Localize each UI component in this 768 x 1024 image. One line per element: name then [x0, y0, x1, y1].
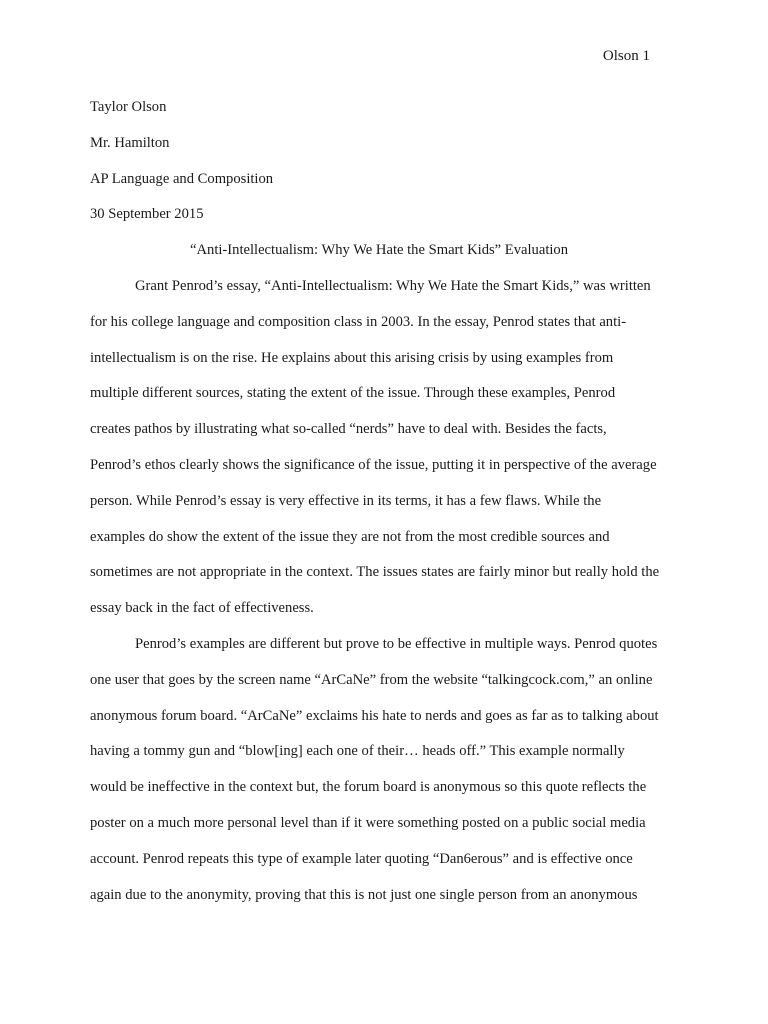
paragraph-line: sometimes are not appropriate in the context. The issues states are fairly minor but really hold the: [90, 564, 660, 581]
paragraph-line: Penrod’s ethos clearly shows the significance of the issue, putting it in perspective of the average: [90, 456, 657, 473]
essay-body: [90, 90, 680, 913]
paragraph-2: [90, 627, 680, 913]
paragraph-line: examples do show the extent of the issue they are not from the most credible sources and: [90, 528, 610, 545]
paragraph-line: poster on a much more personal level than if it were something posted on a public social media: [90, 814, 646, 831]
paragraph-line: essay back in the fact of effectiveness.: [90, 600, 314, 617]
course-name: AP Language and Composition: [90, 170, 274, 187]
teacher-name: Mr. Hamilton: [90, 134, 170, 151]
paragraph-line: for his college language and composition class in 2003. In the essay, Penrod states that anti-: [90, 313, 627, 330]
paragraph-line: account. Penrod repeats this type of example later quoting “Dan6erous” and is effective once: [90, 850, 633, 867]
paragraph-line: Grant Penrod’s essay, “Anti-Intellectualism: Why We Hate the Smart Kids,” was written: [135, 277, 651, 294]
paragraph-line: would be ineffective in the context but, the forum board is anonymous so this quote reflects the: [90, 779, 647, 796]
paragraph-line: Penrod’s examples are different but prove to be effective in multiple ways. Penrod quotes: [135, 635, 658, 652]
paragraph-line: intellectualism is on the rise. He explains about this arising crisis by using examples from: [90, 349, 614, 366]
student-name: Taylor Olson: [90, 99, 167, 115]
page-header: Olson 1: [602, 48, 650, 64]
paragraph-line: having a tommy gun and “blow[ing] each one of their… heads off.” This example normally: [90, 743, 625, 760]
paragraph-1: [90, 269, 680, 627]
essay-date: 30 September 2015: [90, 206, 204, 223]
paragraph-line: person. While Penrod’s essay is very effective in its terms, it has a few flaws. While the: [90, 492, 602, 509]
paragraph-line: creates pathos by illustrating what so-called “nerds” have to deal with. Besides the facts,: [90, 421, 607, 438]
paragraph-line: again due to the anonymity, proving that this is not just one single person from an anonymous: [90, 886, 638, 903]
paragraph-line: multiple different sources, stating the extent of the issue. Through these examples, Penrod: [90, 385, 616, 402]
paragraph-line: one user that goes by the screen name “ArCaNe” from the website “talkingcock.com,” an online: [90, 671, 653, 688]
essay-title: “Anti-Intellectualism: Why We Hate the Smart Kids” Evaluation: [190, 242, 569, 259]
paragraph-line: anonymous forum board. “ArCaNe” exclaims his hate to nerds and goes as far as to talking about: [90, 707, 659, 724]
